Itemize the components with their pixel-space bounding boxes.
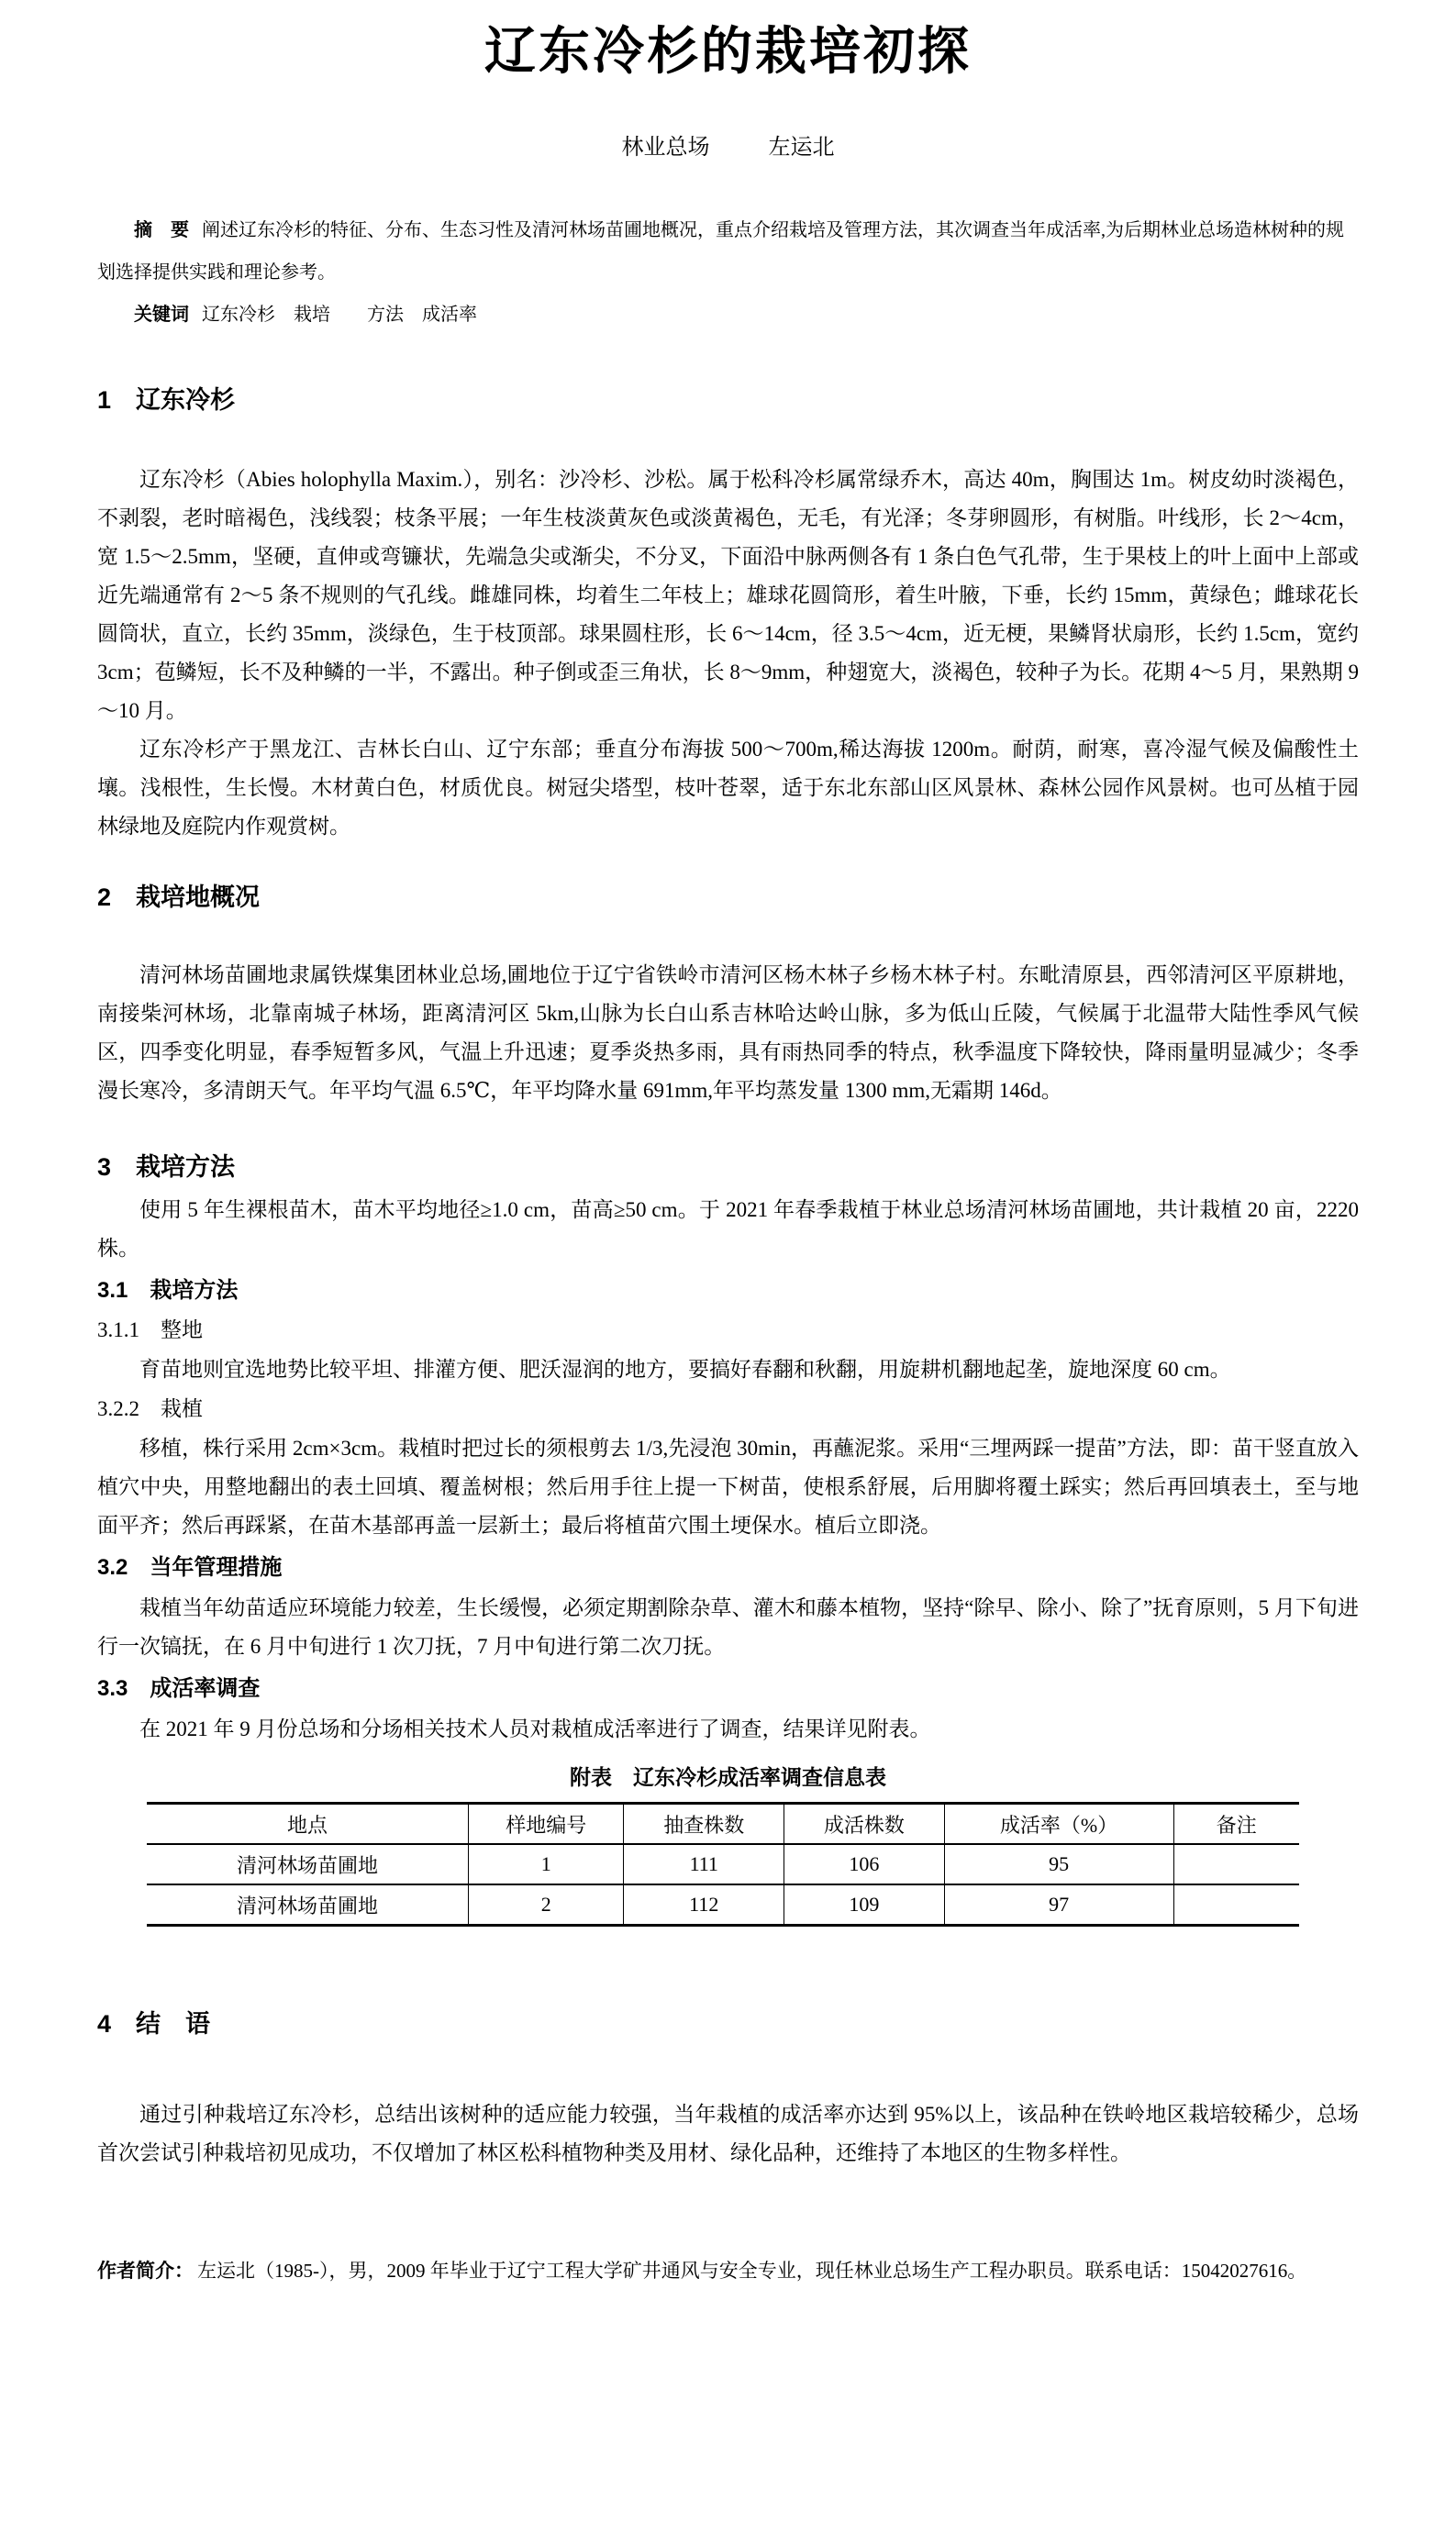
byline-unit: 林业总场 (621, 136, 710, 160)
section-3-3-heading: 3.3 成活率调查 (97, 1676, 261, 1701)
section-1-paragraph-1: 辽东冷杉（Abies holophylla Maxim.），别名：沙冷杉、沙松。属于松科冷杉属常绿乔木，高达 40m，胸围达 1m。树皮幼时淡褐色，不剥裂，老时暗褐色，浅线裂；枝条平展；一年生枝淡黄灰色或淡黄褐色，无毛，有光泽；冬芽卵圆形，有树脂。叶线形，长 2～4cm，宽 1.5～2.5mm，坚硬，直伸或弯镰状，先端急尖或渐尖，不分叉，下面沿中脉两侧各有 1 条白色气孔带，生于果枝上的叶上面中上部或近先端通常有 2～5 条不规则的气孔线。雌雄同株，均着生二年枝上；雄球花圆筒形，着生叶腋，下垂，长约 15mm，黄绿色；雌球花长圆筒状，直立，长约 35mm，淡绿色，生于枝顶部。球果圆柱形，长 6～14cm，径 3.5～4cm，近无梗，果鳞肾状扇形，长约 1.5cm，宽约 3cm；苞鳞短，长不及种鳞的一半，不露出。种子倒或歪三角状，长 8～9mm，种翅宽大，淡褐色，较种子为长。花期 4～5 月，果熟期 9～10 月。 (97, 468, 1359, 722)
abstract-block (97, 209, 1359, 336)
section-3-1-1-paragraph: 育苗地则宜选地势比较平坦、排灌方便、肥沃湿润的地方，要搞好春翻和秋翻，用旋耕机翻地起垄，旋地深度 60 cm。 (139, 1358, 1231, 1381)
section-3-1-heading: 3.1 栽培方法 (97, 1278, 239, 1303)
table-cell-sampled-count: 111 (624, 1844, 784, 1884)
survival-rate-table (147, 1802, 1299, 1927)
table-cell-survival-rate: 95 (944, 1844, 1173, 1884)
table-cell-site: 清河林场苗圃地 (236, 1894, 378, 1917)
abstract-text: 阐述辽东冷杉的特征、分布、生态习性及清河林场苗圃地概况，重点介绍栽培及管理方法，其次调查当年成活率,为后期林业总场造林树种的规划选择提供实践和理论参考。 (97, 220, 1344, 283)
column-header-note: 备注 (1173, 1804, 1299, 1845)
table-cell-alive-count: 106 (784, 1844, 945, 1884)
table-cell-plot-number: 1 (468, 1844, 624, 1884)
table-cell-note (1173, 1884, 1299, 1926)
section-1-paragraph-2: 辽东冷杉产于黑龙江、吉林长白山、辽宁东部；垂直分布海拔 500～700m,稀达海拔 1200m。耐荫，耐寒，喜冷湿气候及偏酸性土壤。浅根性，生长慢。木材黄白色，材质优良。树冠尖塔型，枝叶苍翠，适于东北东部山区风景林、森林公园作风景树。也可丛植于园林绿地及庭院内作观赏树。 (97, 738, 1359, 838)
author-bio (97, 2251, 1359, 2291)
section-3-2-paragraph: 栽植当年幼苗适应环境能力较差，生长缓慢，必须定期割除杂草、灌木和藤本植物，坚持“除早、除小、除了”抚育原则，5 月下旬进行一次镐抚，在 6 月中旬进行 1 次刀抚，7 月中旬进行第二次刀抚。 (97, 1596, 1359, 1658)
table-header-row (147, 1804, 1299, 1845)
author-bio-label: 作者简介： (97, 2261, 194, 2282)
table-cell-sampled-count: 112 (624, 1884, 784, 1926)
table-row (147, 1884, 1299, 1926)
section-3-2-heading: 3.2 当年管理措施 (97, 1555, 283, 1580)
section-4-heading: 4 结 语 (97, 2010, 211, 2038)
author-bio-text: 左运北（1985-），男，2009 年毕业于辽宁工程大学矿井通风与安全专业，现任林业总场生产工程办职员。联系电话：15042027616。 (197, 2260, 1307, 2282)
section-3-1-1-heading: 3.1.1 整地 (97, 1318, 203, 1341)
section-3-3-paragraph: 在 2021 年 9 月份总场和分场相关技术人员对栽植成活率进行了调查，结果详见附表。 (139, 1717, 931, 1740)
section-2-paragraph-1: 清河林场苗圃地隶属铁煤集团林业总场,圃地位于辽宁省铁岭市清河区杨木林子乡杨木林子村。东毗清原县，西邻清河区平原耕地，南接柴河林场，北靠南城子林场，距离清河区 5km,山脉为长白山系吉林哈达岭山脉，多为低山丘陵，气候属于北温带大陆性季风气候区，四季变化明显，春季短暂多风，气温上升迅速；夏季炎热多雨，具有雨热同季的特点，秋季温度下降较快，降雨量明显减少；冬季漫长寒冷，多清朗天气。年平均气温 6.5℃，年平均降水量 691mm,年平均蒸发量 1300 mm,无霜期 146d。 (97, 963, 1359, 1102)
column-header-survival-rate: 成活率（%） (944, 1804, 1173, 1845)
section-4-paragraph-1: 通过引种栽培辽东冷杉，总结出该树种的适应能力较强，当年栽植的成活率亦达到 95%以上，该品种在铁岭地区栽培较稀少，总场首次尝试引种栽培初见成功，不仅增加了林区松科植物种类及用材、绿化品种，还维持了本地区的生物多样性。 (97, 2103, 1359, 2164)
table-cell-survival-rate: 97 (944, 1884, 1173, 1926)
section-3-heading: 3 栽培方法 (97, 1153, 236, 1181)
section-3-intro-paragraph: 使用 5 年生裸根苗木，苗木平均地径≥1.0 cm，苗高≥50 cm。于 2021 年春季栽植于林业总场清河林场苗圃地，共计栽植 20 亩，2220 株。 (97, 1198, 1359, 1260)
column-header-plot-number: 样地编号 (468, 1804, 624, 1845)
section-3-2-2-heading: 3.2.2 栽植 (97, 1397, 203, 1420)
section-2-heading: 2 栽培地概况 (97, 884, 261, 911)
byline (97, 132, 1359, 163)
keywords-label: 关键词 (134, 305, 189, 325)
table-cell-alive-count: 109 (784, 1884, 945, 1926)
keywords-text: 辽东冷杉 栽培 方法 成活率 (202, 305, 477, 325)
column-header-site: 地点 (286, 1813, 328, 1837)
page-title: 辽东冷杉的栽培初探 (484, 22, 972, 80)
keywords-line (97, 294, 1359, 336)
column-header-sampled-count: 抽查株数 (624, 1804, 784, 1845)
column-header-alive-count: 成活株数 (784, 1804, 945, 1845)
abstract-label: 摘 要 (134, 220, 189, 240)
table-cell-note (1173, 1844, 1299, 1884)
table-cell-plot-number: 2 (468, 1884, 624, 1926)
author-bio-paragraph (97, 2251, 1359, 2291)
section-3-2-2-paragraph: 移植，株行采用 2cm×3cm。栽植时把过长的须根剪去 1/3,先浸泡 30min，再蘸泥浆。采用“三埋两踩一提苗”方法，即：苗干竖直放入植穴中央，用整地翻出的表土回填、覆盖树根；然后用手往上提一下树苗，使根系舒展，后用脚将覆土踩实；然后再回填表土，至与地面平齐；然后再踩紧，在苗木基部再盖一层新土；最后将植苗穴围土埂保水。植后立即浇。 (97, 1437, 1359, 1537)
table-row (147, 1844, 1299, 1884)
byline-author: 左运北 (768, 136, 835, 160)
abstract-paragraph (97, 209, 1359, 294)
section-1-heading: 1 辽东冷杉 (97, 386, 236, 414)
table-cell-site: 清河林场苗圃地 (236, 1853, 378, 1877)
table-caption: 附表 辽东冷杉成活率调查信息表 (570, 1765, 886, 1789)
